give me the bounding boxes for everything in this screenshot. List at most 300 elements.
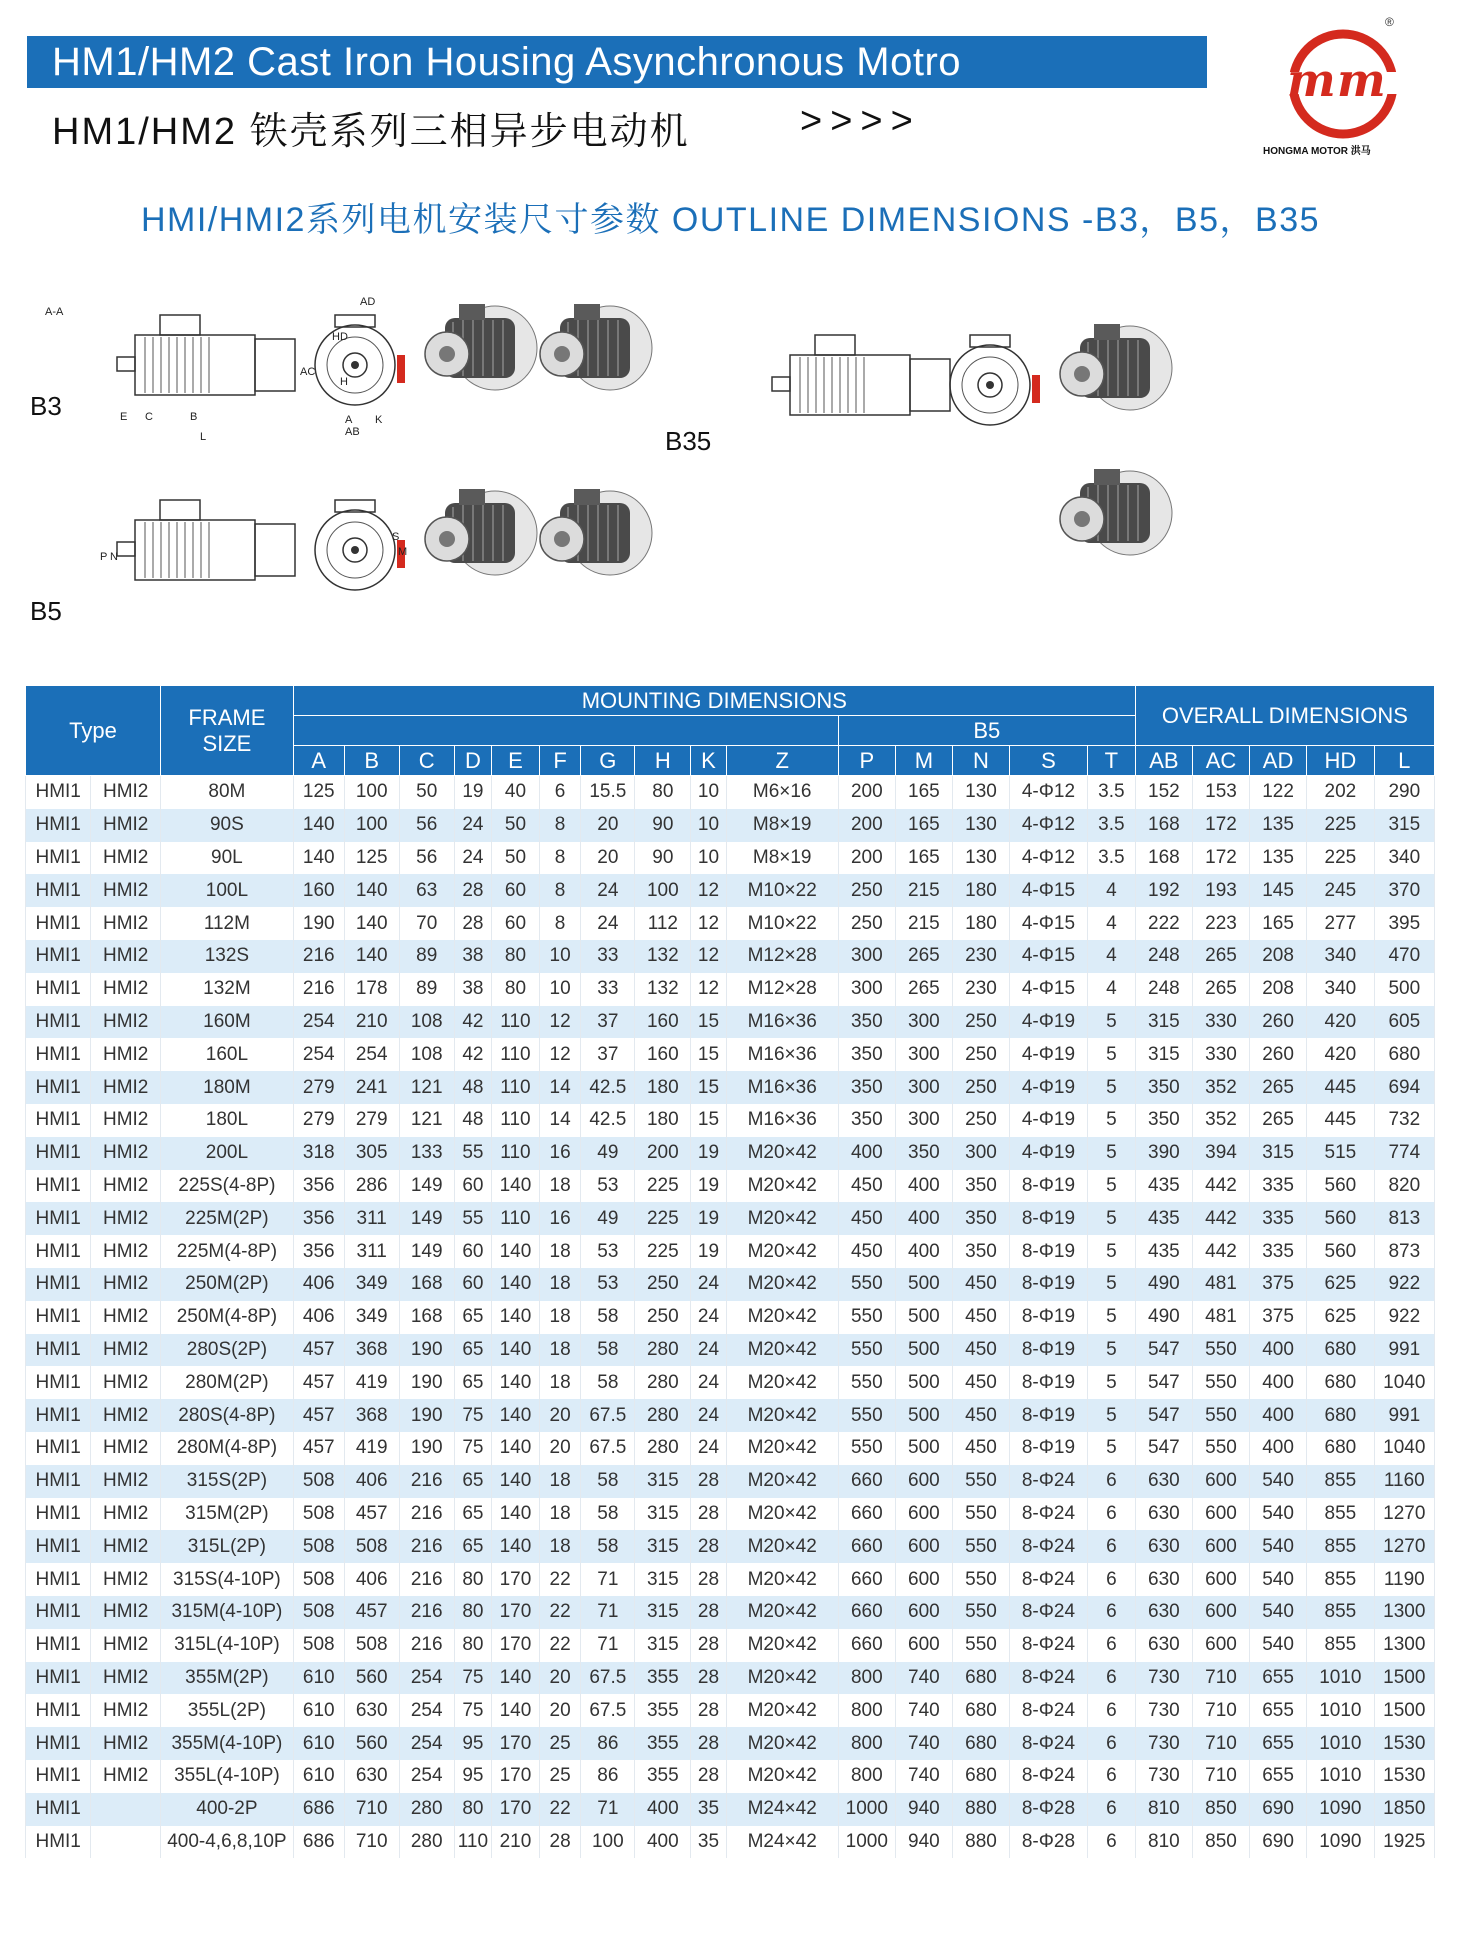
table-cell: 600	[895, 1596, 952, 1629]
table-cell: 168	[1135, 809, 1192, 842]
table-cell	[91, 1826, 161, 1859]
table-cell: 42.5	[581, 1071, 635, 1104]
table-cell: 8	[539, 874, 581, 907]
table-cell: 350	[952, 1202, 1009, 1235]
b3-front-view	[315, 315, 405, 405]
table-cell: 5	[1087, 1235, 1135, 1268]
table-cell: HMI2	[91, 1137, 161, 1170]
table-cell: 248	[1135, 940, 1192, 973]
table-cell: 732	[1374, 1104, 1434, 1137]
table-cell: 279	[293, 1071, 344, 1104]
table-cell: 132	[635, 940, 691, 973]
table-cell: HMI1	[26, 973, 91, 1006]
table-cell: 419	[344, 1432, 399, 1465]
table-cell: 42	[454, 1038, 491, 1071]
table-cell: HMI1	[26, 1170, 91, 1203]
table-cell: 435	[1135, 1235, 1192, 1268]
table-cell: 67.5	[581, 1399, 635, 1432]
table-row	[26, 1432, 1435, 1465]
table-cell: 5	[1087, 1334, 1135, 1367]
table-cell: 5	[1087, 1432, 1135, 1465]
table-cell: 121	[399, 1104, 454, 1137]
table-cell: 108	[399, 1038, 454, 1071]
table-cell: 48	[454, 1104, 491, 1137]
table-row	[26, 1530, 1435, 1563]
table-cell: 216	[399, 1530, 454, 1563]
table-cell: HMI2	[91, 1071, 161, 1104]
table-cell: 774	[1374, 1137, 1434, 1170]
table-cell: 254	[399, 1760, 454, 1793]
table-cell: 10	[691, 776, 726, 809]
table-cell: 165	[895, 809, 952, 842]
table-row	[26, 907, 1435, 940]
table-cell: M6×16	[726, 776, 838, 809]
table-cell: 5	[1087, 1104, 1135, 1137]
table-cell: HMI1	[26, 1432, 91, 1465]
table-cell: 90	[635, 842, 691, 875]
table-cell: HMI2	[91, 1366, 161, 1399]
table-cell: 680	[1307, 1334, 1374, 1367]
table-cell: 180L	[160, 1104, 293, 1137]
table-cell: 14	[539, 1104, 581, 1137]
table-cell: 20	[539, 1399, 581, 1432]
table-cell: 75	[454, 1399, 491, 1432]
table-cell: 180M	[160, 1071, 293, 1104]
table-cell: 655	[1250, 1727, 1307, 1760]
table-cell: HMI1	[26, 1202, 91, 1235]
table-cell: 280	[635, 1334, 691, 1367]
table-cell: 49	[581, 1202, 635, 1235]
table-cell: 192	[1135, 874, 1192, 907]
table-cell: 50	[492, 842, 540, 875]
table-cell: 355	[635, 1727, 691, 1760]
table-cell: 6	[1087, 1530, 1135, 1563]
table-cell: 14	[539, 1071, 581, 1104]
table-cell: HMI1	[26, 1629, 91, 1662]
table-cell: HMI2	[91, 1104, 161, 1137]
table-cell: 80	[635, 776, 691, 809]
table-cell: 28	[691, 1563, 726, 1596]
table-cell: 6	[1087, 1760, 1135, 1793]
table-cell: 355	[635, 1760, 691, 1793]
table-cell: 445	[1307, 1104, 1374, 1137]
table-cell: 22	[539, 1793, 581, 1826]
table-cell: HMI2	[91, 1662, 161, 1695]
table-cell: 135	[1250, 842, 1307, 875]
table-cell: 15	[691, 1038, 726, 1071]
table-cell: 254	[399, 1694, 454, 1727]
table-cell: 1530	[1374, 1760, 1434, 1793]
table-cell: 58	[581, 1366, 635, 1399]
table-cell: 730	[1135, 1760, 1192, 1793]
table-cell: 442	[1192, 1202, 1249, 1235]
table-cell: 12	[691, 907, 726, 940]
table-cell: HMI1	[26, 1465, 91, 1498]
table-cell: 225	[1307, 842, 1374, 875]
table-cell: 279	[293, 1104, 344, 1137]
table-cell: 193	[1192, 874, 1249, 907]
table-cell: 28	[691, 1530, 726, 1563]
table-cell: 28	[454, 907, 491, 940]
col-header-h: H	[635, 746, 691, 776]
table-row	[26, 1137, 1435, 1170]
table-cell: HMI2	[91, 1563, 161, 1596]
table-cell: 28	[691, 1662, 726, 1695]
table-cell: 25	[539, 1760, 581, 1793]
table-cell: 710	[344, 1826, 399, 1859]
table-cell: 180	[952, 907, 1009, 940]
table-cell: HMI2	[91, 1170, 161, 1203]
table-cell: 24	[691, 1399, 726, 1432]
table-cell: 600	[1192, 1596, 1249, 1629]
table-cell: HMI2	[91, 1202, 161, 1235]
table-cell: HMI1	[26, 1498, 91, 1531]
table-cell: M10×22	[726, 907, 838, 940]
table-cell: 655	[1250, 1694, 1307, 1727]
table-cell: 24	[691, 1432, 726, 1465]
table-cell: 800	[838, 1694, 895, 1727]
table-cell: 355M(4-10P)	[160, 1727, 293, 1760]
table-cell: 355	[635, 1662, 691, 1695]
table-cell: 340	[1307, 973, 1374, 1006]
table-cell: 340	[1374, 842, 1434, 875]
table-cell: 19	[691, 1202, 726, 1235]
table-cell: 315	[635, 1596, 691, 1629]
table-cell: 855	[1307, 1498, 1374, 1531]
table-cell: 800	[838, 1760, 895, 1793]
table-cell: 90L	[160, 842, 293, 875]
table-cell: HMI1	[26, 1399, 91, 1432]
table-cell: 457	[344, 1596, 399, 1629]
table-cell: 710	[1192, 1694, 1249, 1727]
table-cell: 16	[539, 1202, 581, 1235]
table-cell: 450	[838, 1170, 895, 1203]
table-cell: 680	[1374, 1038, 1434, 1071]
table-cell: 450	[952, 1432, 1009, 1465]
table-cell: M16×36	[726, 1038, 838, 1071]
table-cell: HMI1	[26, 1071, 91, 1104]
table-cell: 280M(2P)	[160, 1366, 293, 1399]
table-cell: 254	[293, 1006, 344, 1039]
table-cell: 508	[293, 1596, 344, 1629]
table-cell: M20×42	[726, 1334, 838, 1367]
table-cell: 5	[1087, 1268, 1135, 1301]
table-cell: 254	[293, 1038, 344, 1071]
table-cell: 940	[895, 1826, 952, 1859]
table-cell: 250M(4-8P)	[160, 1301, 293, 1334]
table-cell: 680	[1307, 1366, 1374, 1399]
table-cell: 419	[344, 1366, 399, 1399]
table-cell: 356	[293, 1202, 344, 1235]
table-cell: 140	[344, 907, 399, 940]
table-cell: HMI2	[91, 1399, 161, 1432]
table-cell: 600	[1192, 1530, 1249, 1563]
dim-p-label: P	[100, 551, 108, 563]
table-cell: 208	[1250, 940, 1307, 973]
table-cell: 18	[539, 1498, 581, 1531]
b5-front-view	[315, 500, 408, 590]
table-cell: 315S(2P)	[160, 1465, 293, 1498]
table-cell: 1270	[1374, 1498, 1434, 1531]
table-cell: 277	[1307, 907, 1374, 940]
table-row	[26, 1170, 1435, 1203]
table-cell: 60	[492, 907, 540, 940]
b3-photo-1	[425, 304, 537, 390]
table-cell: 260	[1250, 1006, 1307, 1039]
table-cell: 71	[581, 1629, 635, 1662]
table-cell: 600	[1192, 1563, 1249, 1596]
table-row	[26, 940, 1435, 973]
table-cell: 330	[1192, 1038, 1249, 1071]
table-cell: 406	[293, 1301, 344, 1334]
table-cell: 315L(2P)	[160, 1530, 293, 1563]
table-cell: HMI1	[26, 1727, 91, 1760]
table-cell: 19	[691, 1235, 726, 1268]
table-cell: 28	[454, 874, 491, 907]
table-row	[26, 1301, 1435, 1334]
table-cell: M20×42	[726, 1530, 838, 1563]
table-cell: 168	[399, 1301, 454, 1334]
table-cell: 680	[952, 1694, 1009, 1727]
table-cell: 172	[1192, 809, 1249, 842]
table-cell: 65	[454, 1301, 491, 1334]
table-cell: M16×36	[726, 1071, 838, 1104]
table-cell: 75	[454, 1694, 491, 1727]
table-cell: 140	[492, 1399, 540, 1432]
table-cell: 481	[1192, 1268, 1249, 1301]
table-cell: 140	[492, 1498, 540, 1531]
table-cell: 508	[344, 1629, 399, 1662]
table-cell: 140	[492, 1662, 540, 1695]
table-cell: 140	[492, 1170, 540, 1203]
table-cell: HMI2	[91, 1235, 161, 1268]
b5-photo-2	[540, 489, 652, 575]
table-cell: 24	[454, 842, 491, 875]
table-cell: 33	[581, 973, 635, 1006]
table-cell: M20×42	[726, 1694, 838, 1727]
table-cell: 35	[691, 1793, 726, 1826]
table-cell: 1500	[1374, 1694, 1434, 1727]
table-row	[26, 1006, 1435, 1039]
b35-side-view	[772, 335, 950, 415]
table-cell: 18	[539, 1235, 581, 1268]
table-cell: HMI2	[91, 1596, 161, 1629]
table-cell: 280	[399, 1793, 454, 1826]
table-cell: 8-Φ28	[1010, 1826, 1088, 1859]
table-cell: 508	[293, 1629, 344, 1662]
table-cell: 112	[635, 907, 691, 940]
table-cell: 12	[691, 973, 726, 1006]
table-cell: 680	[1307, 1432, 1374, 1465]
table-cell: 80	[454, 1793, 491, 1826]
table-cell: 28	[691, 1694, 726, 1727]
table-cell: M24×42	[726, 1793, 838, 1826]
table-cell: 335	[1250, 1235, 1307, 1268]
table-cell: 8-Φ24	[1010, 1530, 1088, 1563]
table-cell: 18	[539, 1170, 581, 1203]
table-cell: 265	[1192, 973, 1249, 1006]
table-cell: 660	[838, 1563, 895, 1596]
table-cell: 352	[1192, 1104, 1249, 1137]
table-cell: 71	[581, 1596, 635, 1629]
table-cell: 15	[691, 1104, 726, 1137]
table-cell: 4-Φ15	[1010, 973, 1088, 1006]
table-cell: 1000	[838, 1826, 895, 1859]
table-cell: 245	[1307, 874, 1374, 907]
table-cell: 20	[539, 1662, 581, 1695]
table-cell: 132	[635, 973, 691, 1006]
table-cell: 38	[454, 973, 491, 1006]
table-cell: 149	[399, 1202, 454, 1235]
table-cell: 6	[1087, 1563, 1135, 1596]
table-cell: 442	[1192, 1235, 1249, 1268]
table-cell: 370	[1374, 874, 1434, 907]
table-cell: 660	[838, 1498, 895, 1531]
table-cell: M20×42	[726, 1366, 838, 1399]
dim-hd-label: HD	[332, 331, 348, 343]
table-cell: 10	[691, 842, 726, 875]
table-cell: 855	[1307, 1629, 1374, 1662]
table-cell: 655	[1250, 1760, 1307, 1793]
table-cell: 349	[344, 1301, 399, 1334]
col-header-t: T	[1087, 746, 1135, 776]
table-cell: 850	[1192, 1826, 1249, 1859]
table-cell: 560	[1307, 1235, 1374, 1268]
b35-photo-2	[1060, 469, 1172, 555]
col-header-l: L	[1374, 746, 1434, 776]
table-cell: 110	[492, 1006, 540, 1039]
table-row	[26, 1104, 1435, 1137]
table-cell: 254	[399, 1662, 454, 1695]
table-cell: 375	[1250, 1268, 1307, 1301]
table-cell: 8-Φ19	[1010, 1235, 1088, 1268]
table-cell: 24	[691, 1301, 726, 1334]
table-cell: 225	[1307, 809, 1374, 842]
table-cell: 680	[952, 1760, 1009, 1793]
table-cell: 394	[1192, 1137, 1249, 1170]
table-cell: 132S	[160, 940, 293, 973]
table-cell: 12	[691, 874, 726, 907]
table-cell: 280	[635, 1366, 691, 1399]
table-cell: M20×42	[726, 1170, 838, 1203]
table-cell: 6	[1087, 1826, 1135, 1859]
table-cell: 356	[293, 1170, 344, 1203]
b3-side-view	[117, 315, 295, 395]
table-cell: 855	[1307, 1563, 1374, 1596]
table-cell: HMI1	[26, 1596, 91, 1629]
table-cell: 8-Φ19	[1010, 1170, 1088, 1203]
table-cell: 80	[492, 973, 540, 1006]
table-cell: 315	[1374, 809, 1434, 842]
table-cell: 100L	[160, 874, 293, 907]
table-cell: 660	[838, 1629, 895, 1662]
table-cell: 225	[635, 1202, 691, 1235]
table-cell: 4-Φ15	[1010, 907, 1088, 940]
table-cell: 8-Φ19	[1010, 1432, 1088, 1465]
table-cell: 10	[691, 809, 726, 842]
table-cell: 248	[1135, 973, 1192, 1006]
table-cell: 6	[539, 776, 581, 809]
table-cell: 680	[952, 1662, 1009, 1695]
table-cell: 740	[895, 1760, 952, 1793]
table-cell: 335	[1250, 1170, 1307, 1203]
table-cell: 350	[952, 1170, 1009, 1203]
table-cell: HMI2	[91, 1465, 161, 1498]
header-overall: OVERALL DIMENSIONS	[1135, 686, 1434, 746]
b5-side-view	[117, 500, 295, 580]
table-cell: M20×42	[726, 1727, 838, 1760]
table-cell: 368	[344, 1334, 399, 1367]
table-cell: 165	[1250, 907, 1307, 940]
table-cell: 67.5	[581, 1432, 635, 1465]
table-cell: 5	[1087, 1301, 1135, 1334]
table-cell: 550	[838, 1399, 895, 1432]
table-cell: 130	[952, 776, 1009, 809]
table-cell: 400	[838, 1137, 895, 1170]
table-cell: M24×42	[726, 1826, 838, 1859]
table-cell: 216	[399, 1498, 454, 1531]
table-cell: 350	[838, 1104, 895, 1137]
table-cell: HMI2	[91, 1268, 161, 1301]
table-cell: 500	[895, 1268, 952, 1301]
table-cell: 855	[1307, 1596, 1374, 1629]
table-cell: 15	[691, 1006, 726, 1039]
table-cell: 60	[454, 1170, 491, 1203]
table-cell: 100	[344, 776, 399, 809]
table-cell: 686	[293, 1826, 344, 1859]
table-cell: 250	[952, 1104, 1009, 1137]
table-cell: 108	[399, 1006, 454, 1039]
table-cell: 140	[492, 1268, 540, 1301]
table-cell: 508	[344, 1530, 399, 1563]
table-cell: 22	[539, 1563, 581, 1596]
table-cell: 315	[1135, 1038, 1192, 1071]
b3-photo-2	[540, 304, 652, 390]
table-cell: M10×22	[726, 874, 838, 907]
table-cell: 19	[691, 1170, 726, 1203]
table-cell: 940	[895, 1793, 952, 1826]
table-cell: 172	[1192, 842, 1249, 875]
table-cell: 550	[952, 1465, 1009, 1498]
table-cell: 12	[539, 1038, 581, 1071]
table-cell: 1160	[1374, 1465, 1434, 1498]
table-cell: 95	[454, 1727, 491, 1760]
table-cell: 280S(2P)	[160, 1334, 293, 1367]
table-cell: 508	[293, 1498, 344, 1531]
table-cell: 140	[492, 1432, 540, 1465]
table-cell: 515	[1307, 1137, 1374, 1170]
table-cell: 55	[454, 1202, 491, 1235]
table-cell: HMI2	[91, 1530, 161, 1563]
table-cell: 547	[1135, 1366, 1192, 1399]
table-row	[26, 1760, 1435, 1793]
table-cell: 65	[454, 1334, 491, 1367]
table-cell: M16×36	[726, 1104, 838, 1137]
table-cell: HMI1	[26, 1137, 91, 1170]
table-cell: 450	[952, 1366, 1009, 1399]
table-cell: HMI2	[91, 1760, 161, 1793]
table-cell: 315S(4-10P)	[160, 1563, 293, 1596]
table-cell: 315M(2P)	[160, 1498, 293, 1531]
table-cell: 500	[895, 1399, 952, 1432]
table-cell: 58	[581, 1465, 635, 1498]
table-cell: 65	[454, 1465, 491, 1498]
table-cell: 67.5	[581, 1694, 635, 1727]
table-cell: 180	[952, 874, 1009, 907]
table-cell: 60	[454, 1235, 491, 1268]
col-header-m: M	[895, 746, 952, 776]
table-cell: 130	[952, 842, 1009, 875]
